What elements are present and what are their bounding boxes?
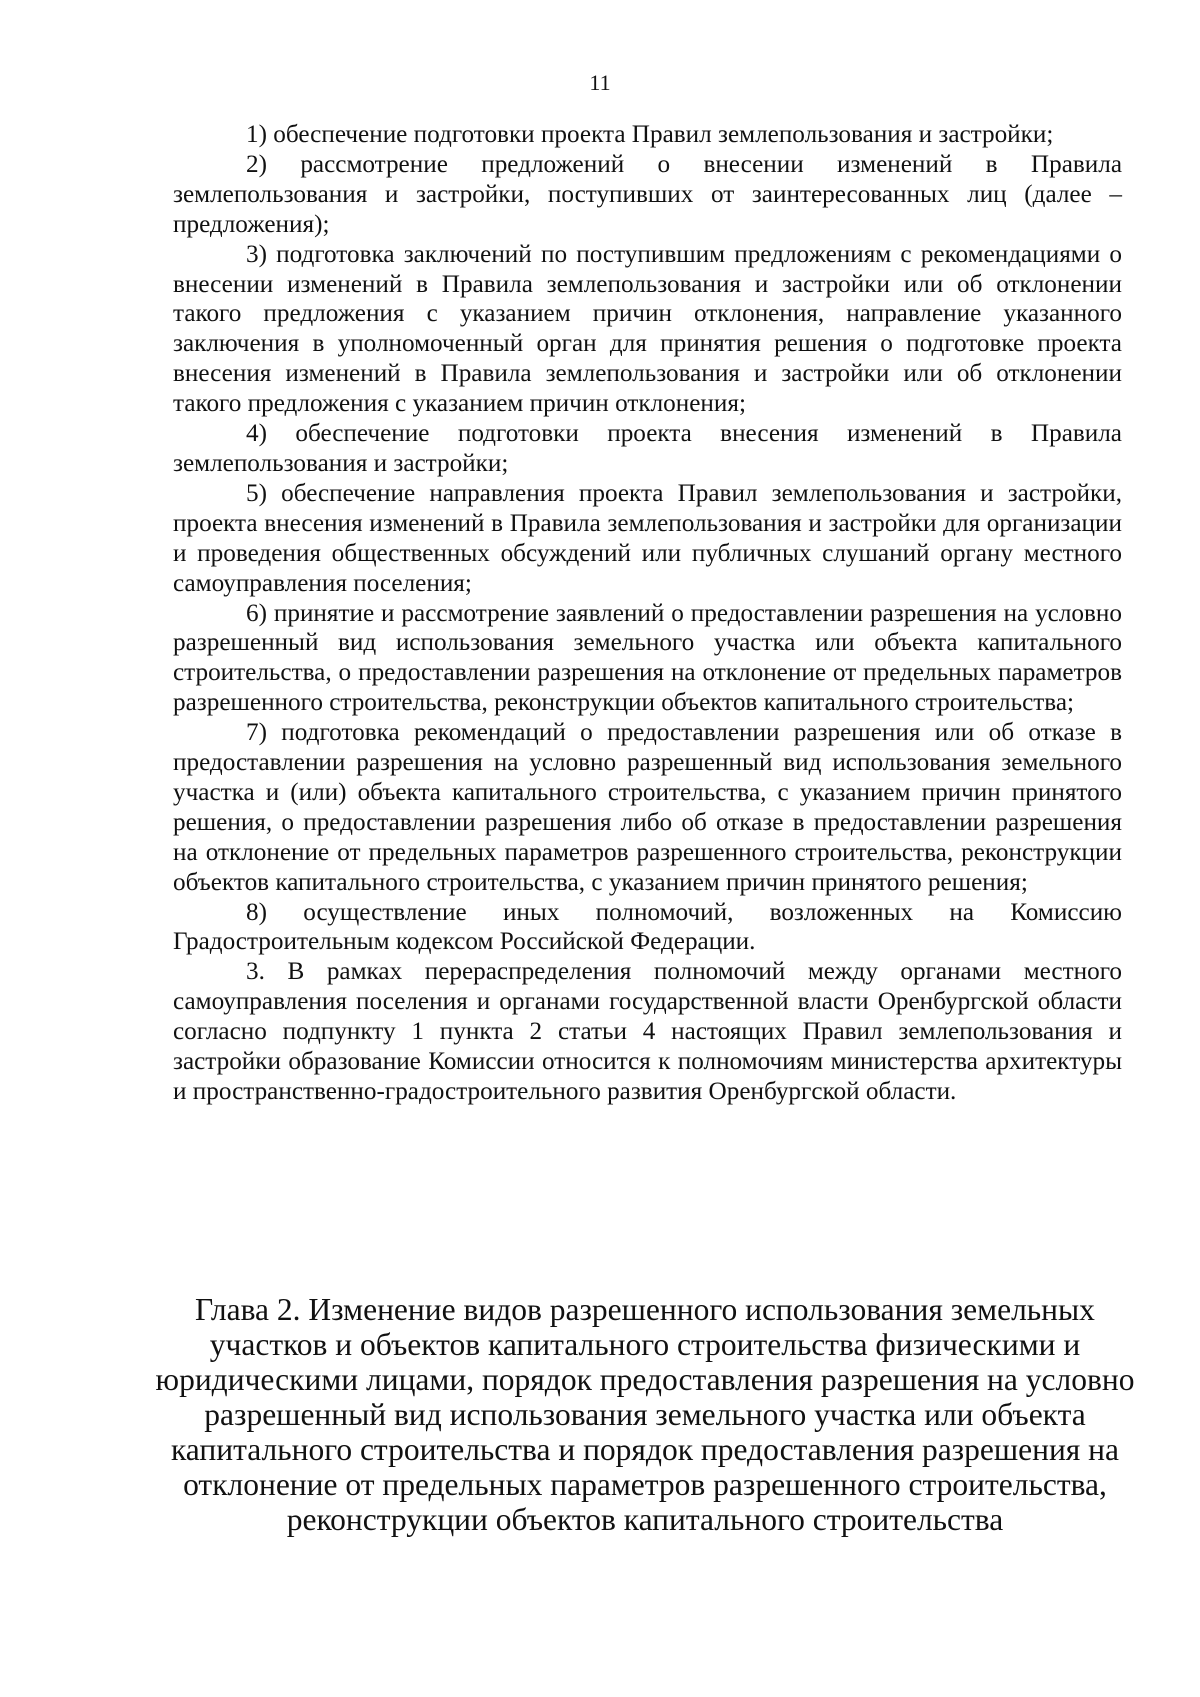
list-item-2: 2) рассмотрение предложений о внесении изменений в Правила землепользования и застройки, поступивших от заинтересованных лиц (далее – предложения); xyxy=(173,150,1122,238)
page-number: 11 xyxy=(589,70,611,95)
list-item-5: 5) обеспечение направления проекта Правил землепользования и застройки, проекта внесения изменений в Правила землепользования и застройки для организации и проведения общественных обсуждений или публичных слушаний органу местного самоуправления поселения; xyxy=(173,479,1122,597)
list-item-6: 6) принятие и рассмотрение заявлений о предоставлении разрешения на условно разрешенный вид использования земельного участка или объекта капитального строительства, о предоставлении разрешения на отклонение от предельных параметров разрешенного строительства, реконструкции объектов капитального строительства; xyxy=(173,599,1122,717)
list-item-4: 4) обеспечение подготовки проекта внесения изменений в Правила землепользования и застройки; xyxy=(173,420,1122,477)
list-item-3: 3) подготовка заключений по поступившим предложениям с рекомендациями о внесении изменений в Правила землепользования и застройки или об отклонении такого предложения с указанием причин отклонения, направление указанного заключения в уполномоченный орган для принятия решения о подготовке проекта внесения изменений в Правила землепользования и застройки или об отклонении такого предложения с указанием причин отклонения; xyxy=(173,240,1122,418)
list-item-7: 7) подготовка рекомендаций о предоставлении разрешения или об отказе в предоставлении разрешения на условно разрешенный вид использования земельного участка и (или) объекта капитального строительства, с указанием причин принятого решения, о предоставлении разрешения либо об отказе в предоставлении разрешения на отклонение от предельных параметров разрешенного строительства, реконструкции объектов капитального строительства, с указанием причин принятого решения; xyxy=(173,719,1122,896)
chapter-2-heading: Глава 2. Изменение видов разрешенного использования земельных участков и объектов капитального строительства физическими и юридическими лицами, порядок предоставления разрешения на условно разрешенный вид использования земельного участка или объекта капитального строительства и порядок предоставления разрешения на отклонение от предельных параметров разрешенного строительства, реконструкции объектов капитального строительства xyxy=(155,1292,1135,1537)
clause-3-paragraph: 3. В рамках перераспределения полномочий между органами местного самоуправления поселения и органами государственной власти Оренбургской области согласно подпункту 1 пункта 2 статьи 4 настоящих Правил землепользования и застройки образование Комиссии относится к полномочиям министерства архитектуры и пространственно-градостроительного развития Оренбургской области. xyxy=(173,958,1122,1105)
document-body xyxy=(173,120,1122,1107)
list-item-1: 1) обеспечение подготовки проекта Правил землепользования и застройки; xyxy=(246,121,1054,148)
list-item-8: 8) осуществление иных полномочий, возложенных на Комиссию Градостроительным кодексом Российской Федерации. xyxy=(173,898,1122,956)
